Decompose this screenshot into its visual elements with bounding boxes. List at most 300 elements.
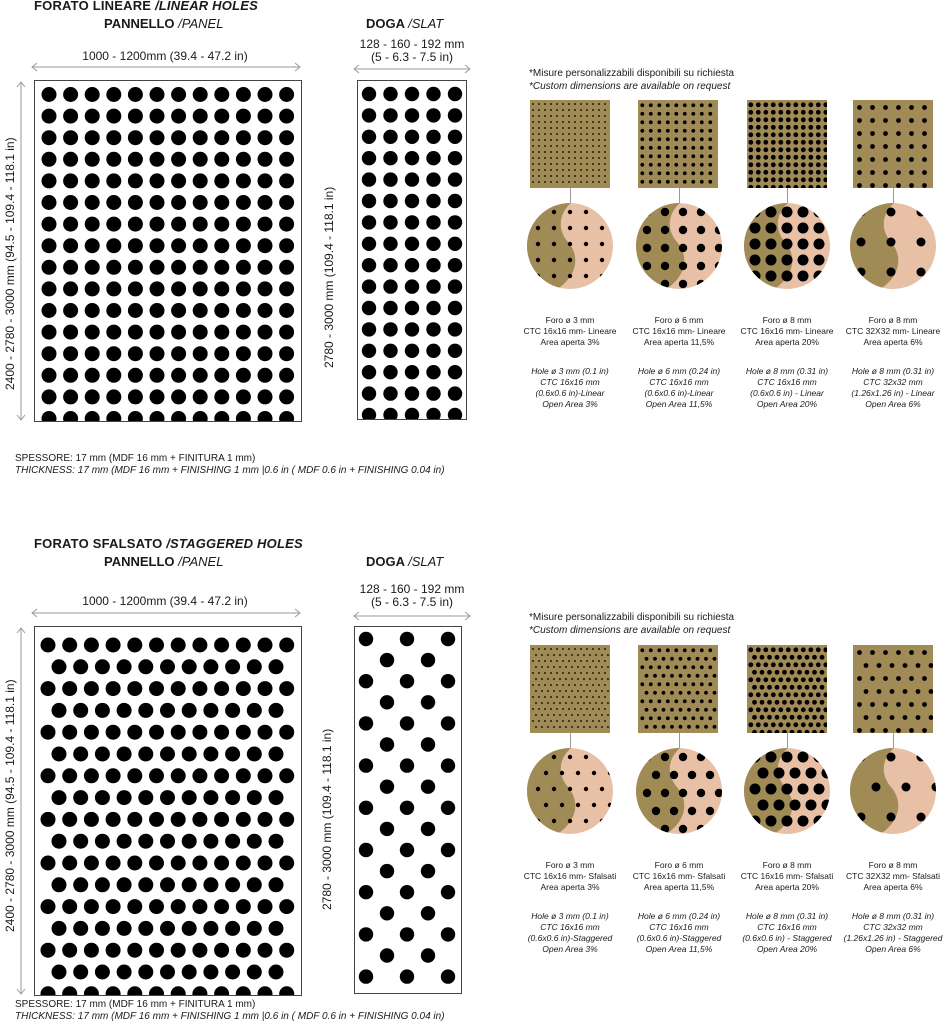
panel-hole [106,130,121,145]
spec-line: CTC 32x32 mm [863,922,923,932]
swatch-hole [589,726,591,728]
swatch-hole [763,162,768,167]
swatch-hole [601,702,603,704]
swatch-hole [640,154,644,158]
panel-hole [42,325,57,340]
swatch-hole [535,666,537,668]
swatch-hole [607,726,609,728]
slat-hole [421,948,435,962]
detail-hole [568,787,572,791]
swatch-hole [568,163,570,165]
spec-line: Foro ø 8 mm [868,315,918,325]
panel-hole [42,368,57,383]
swatch-hole [748,722,753,727]
swatch-hole [767,670,772,675]
swatch-hole [595,666,597,668]
swatch-hole [771,125,776,130]
swatch-hole [592,103,594,105]
swatch-hole [565,702,567,704]
swatch-hole [870,118,875,123]
swatch-hole [670,708,674,712]
swatch-hole [547,654,549,656]
swatch-hole [556,181,558,183]
detail-hole [774,768,785,779]
panel-hole [41,812,56,827]
swatch-hole [538,121,540,123]
panel-hole [160,703,175,718]
swatch-hole [771,140,776,145]
panel-hole [117,834,132,849]
swatch-hole [708,154,712,158]
swatch-hole [574,139,576,141]
swatch-hole [820,670,825,675]
swatch-hole [601,726,603,728]
swatch-hole [748,140,753,145]
swatch-hole [598,169,600,171]
swatch-hole [645,708,649,712]
swatch-hole [640,716,644,720]
slat-hole [441,801,455,815]
swatch-hole [580,181,582,183]
detail-hole [857,208,866,217]
swatch-hole [532,696,534,698]
detail-hole [584,242,588,246]
slat-hole [448,408,462,419]
swatch-hole [640,137,644,141]
panel-hole [85,87,100,102]
spec-label-it [518,860,622,893]
swatch-hole [674,120,678,124]
swatch-hole [592,121,594,123]
panel-hole [214,368,229,383]
swatch-hole [666,146,670,150]
spec-line: Open Area 6% [865,399,921,409]
swatch-hole [532,109,534,111]
swatch-hole [775,655,780,660]
panel-hole [203,921,218,936]
detail-hole [750,223,761,234]
panel-hole [225,965,240,980]
swatch-hole [679,657,683,661]
texture-swatch [530,100,610,188]
section-title [34,536,303,551]
swatch-hole [857,650,862,655]
spec-line: Foro ø 8 mm [868,860,918,870]
slat-hole [359,674,373,688]
swatch-hole [544,133,546,135]
swatch-hole [604,157,606,159]
slat-hole [383,322,397,336]
thickness-it: SPESSORE: 17 mm (MDF 16 mm + FINITURA 1 mm) [15,999,256,1010]
swatch-hole [801,707,806,712]
panel-hole [192,812,207,827]
swatch-hole [580,684,582,686]
detail-hole [715,244,723,252]
swatch-hole [574,720,576,722]
panel-hole [128,152,143,167]
swatch-hole [696,725,700,729]
swatch-hole [550,109,552,111]
slat-hole [362,108,376,122]
panel-hole [95,747,110,762]
detail-hole [715,262,723,270]
swatch-hole [666,716,670,720]
slat-hole [441,843,455,857]
swatch-hole [532,648,534,650]
panel-hole [247,965,262,980]
swatch-hole [857,170,862,175]
swatch-hole [674,648,678,652]
texture-swatch [853,100,933,188]
detail-hole [576,803,580,807]
detail-hole [766,816,777,827]
swatch-hole [883,676,888,681]
detail-hole [679,789,687,797]
panel-hole [127,812,142,827]
swatch-hole [577,714,579,716]
swatch-hole [592,115,594,117]
detail-hole [643,753,651,761]
swatch-hole [538,115,540,117]
slat-hole [362,194,376,208]
swatch-hole [657,716,661,720]
swatch-hole [568,121,570,123]
panel-hole [258,812,273,827]
panel-hole [127,943,142,958]
panel-hole [106,109,121,124]
detail-hole [679,244,687,252]
swatch-hole [589,654,591,656]
slat-hole [426,108,440,122]
swatch-hole [763,110,768,115]
panel-width-dimension: 1000 - 1200mm (39.4 - 47.2 in) [82,594,248,608]
panel-hole [258,899,273,914]
slat-hole [426,365,440,379]
swatch-hole [778,117,783,122]
swatch-hole [801,132,806,137]
swatch-hole [748,162,753,167]
swatch-hole [805,655,810,660]
swatch-hole [687,708,691,712]
slat-hole [448,237,462,251]
panel-hole [247,703,262,718]
panel-hole [117,965,132,980]
thickness-note [15,453,445,477]
panel-hole [95,659,110,674]
detail-hole [688,771,696,779]
swatch-hole [808,147,813,152]
detail-hole [679,208,687,216]
swatch-hole [586,181,588,183]
detail-hole [782,207,793,218]
swatch-hole [922,728,927,733]
swatch-hole [752,670,757,675]
detail-hole [857,753,866,762]
swatch-hole [544,696,546,698]
swatch-hole [547,678,549,680]
swatch-hole [708,665,712,669]
panel-hole [85,130,100,145]
slat-hole [448,87,462,101]
panel-hole [258,195,273,210]
swatch-hole [691,665,695,669]
panel-hole [85,303,100,318]
swatch-hole [562,684,564,686]
swatch-hole [801,162,806,167]
panel-hole [63,325,78,340]
panel-hole [279,303,294,318]
swatch-hole [708,682,712,686]
swatch-hole [786,155,791,160]
detail-hole [750,752,761,763]
detail-hole [782,784,793,795]
spec-line: CTC 16x16 mm- Sfalsati [632,871,726,881]
swatch-hole [592,133,594,135]
swatch-hole [565,666,567,668]
swatch-hole [532,181,534,183]
panel-hole [269,790,284,805]
slat-hole [421,780,435,794]
spec-line: CTC 16x16 mm- Lineare [632,326,726,336]
slat-hole [448,386,462,400]
swatch-hole [909,183,914,188]
panel-hole [85,260,100,275]
panel-hole [127,725,142,740]
swatch-hole [916,715,921,720]
panel-hole [106,303,121,318]
swatch-hole [922,157,927,162]
swatch-hole [592,708,594,710]
panel-hole [214,812,229,827]
panel-hole [42,411,57,421]
panel-hole [225,921,240,936]
detail-hole [715,825,723,833]
swatch-hole [752,715,757,720]
panel-label-main: PANNELLO [104,16,179,31]
swatch-hole [592,145,594,147]
swatch-hole [756,177,761,182]
swatch-hole [580,696,582,698]
swatch-hole [586,103,588,105]
swatch-hole [763,647,768,652]
detail-hole [790,768,801,779]
swatch-hole [909,118,914,123]
swatch-hole [870,676,875,681]
panel-hole [182,834,197,849]
panel-hole [258,130,273,145]
swatch-hole [790,685,795,690]
panel-hole [128,303,143,318]
detail-hole [568,210,572,214]
swatch-hole [763,140,768,145]
slat-hole [362,408,376,419]
panel-hole [42,195,57,210]
swatch-hole [662,708,666,712]
swatch-hole [649,665,653,669]
swatch-hole [909,676,914,681]
spec-line: CTC 16x16 mm [540,377,600,387]
spec-line: CTC 16x16 mm [540,922,600,932]
detail-hole [568,819,572,823]
swatch-hole [760,655,765,660]
panel-hole [214,260,229,275]
detail-hole [766,207,777,218]
swatch-hole [708,648,712,652]
panel-hole [150,346,165,361]
section-title [34,0,258,13]
swatch-hole [877,689,882,694]
detail-hole [600,274,604,278]
swatch-hole [541,654,543,656]
slat-hole [380,737,394,751]
spec-line: Open Area 20% [756,944,818,954]
panel-hole [279,389,294,404]
swatch-hole [556,720,558,722]
swatch-hole [674,716,678,720]
panel-hole [73,965,88,980]
swatch-hole [562,175,564,177]
slat-hole [380,906,394,920]
spec-label-it [735,315,839,348]
swatch-hole [790,670,795,675]
swatch-hole [556,175,558,177]
spec-line: Area aperta 3% [540,337,600,347]
swatch-hole [598,720,600,722]
slat-hole [383,108,397,122]
swatch-hole [580,115,582,117]
swatch-hole [763,132,768,137]
detail-hole [814,271,825,282]
panel-hole [193,109,208,124]
panel-hole [171,899,186,914]
swatch-hole [592,163,594,165]
swatch-hole [544,157,546,159]
detail-hole [766,223,777,234]
detail-hole [568,242,572,246]
panel-hole [258,281,273,296]
spec-label-en [518,911,622,955]
swatch-hole [708,129,712,133]
swatch-hole [691,716,695,720]
swatch-hole [532,139,534,141]
swatch-hole [870,131,875,136]
panel-hole [279,217,294,232]
panel-hole [150,411,165,421]
panel-hole [193,130,208,145]
swatch-hole [544,145,546,147]
slat-hole [405,151,419,165]
swatch-hole [657,699,661,703]
swatch-hole [604,660,606,662]
detail-hole [600,755,604,759]
spec-line: (0.6x0.6 in)-Staggered [636,933,722,943]
panel-hole [128,368,143,383]
swatch-hole [568,169,570,171]
swatch-hole [649,103,653,107]
swatch-hole [541,690,543,692]
panel-hole [117,790,132,805]
swatch-hole [538,151,540,153]
swatch-hole [640,112,644,116]
swatch-hole [657,137,661,141]
swatch-hole [538,103,540,105]
swatch-hole [592,139,594,141]
panel-hole [149,638,164,653]
panel-hole [84,812,99,827]
panel-hole [214,195,229,210]
swatch-hole [713,725,717,729]
swatch-hole [592,157,594,159]
slat-label [366,554,443,569]
swatch-hole [696,657,700,661]
swatch-hole [556,648,558,650]
detail-hole [643,789,651,797]
slat-hole [405,365,419,379]
slat-diagram [357,80,467,420]
swatch-hole [793,132,798,137]
swatch-hole [556,133,558,135]
panel-hole [117,747,132,762]
panel-hole [84,638,99,653]
panel-hole [73,790,88,805]
swatch-hole [771,132,776,137]
swatch-hole [704,708,708,712]
swatch-hole [713,691,717,695]
detail-hole [600,226,604,230]
swatch-hole [586,684,588,686]
swatch-hole [763,102,768,107]
swatch-hole [808,140,813,145]
swatch-hole [580,660,582,662]
panel-hole [128,217,143,232]
swatch-hole [763,125,768,130]
swatch-hole [586,127,588,129]
thickness-en: THICKNESS: 17 mm (MDF 16 mm + FINISHING 1 mm |0.6 in ( MDF 0.6 in + FINISHING 0.04 in) [15,1011,445,1022]
swatch-hole [550,660,552,662]
panel-hole [106,856,121,871]
panel-hole [214,130,229,145]
detail-hole [552,242,556,246]
detail-hole [536,242,540,246]
swatch-hole [748,102,753,107]
panel-hole [138,703,153,718]
panel-hole [84,681,99,696]
panel-hole [106,943,121,958]
detail-hole [782,223,793,234]
detail-hole [536,226,540,230]
swatch-hole [683,103,687,107]
slat-hole [362,172,376,186]
detail-hole [697,753,705,761]
detail-hole [552,258,556,262]
swatch-hole [708,180,712,184]
swatch-hole [604,648,606,650]
slat-hole [359,927,373,941]
swatch-hole [553,654,555,656]
panel-hole [160,877,175,892]
detail-hole [584,755,588,759]
panel-hole [95,703,110,718]
panel-hole [236,87,251,102]
spec-line: (1.26x1.26 in) - Staggered [843,933,943,943]
swatch-hole [571,690,573,692]
swatch-hole [816,662,821,667]
detail-hole [643,226,651,234]
panel-hole [127,986,142,995]
swatch-hole [574,684,576,686]
panel-width-arrow [30,62,302,72]
detail-hole [806,768,817,779]
